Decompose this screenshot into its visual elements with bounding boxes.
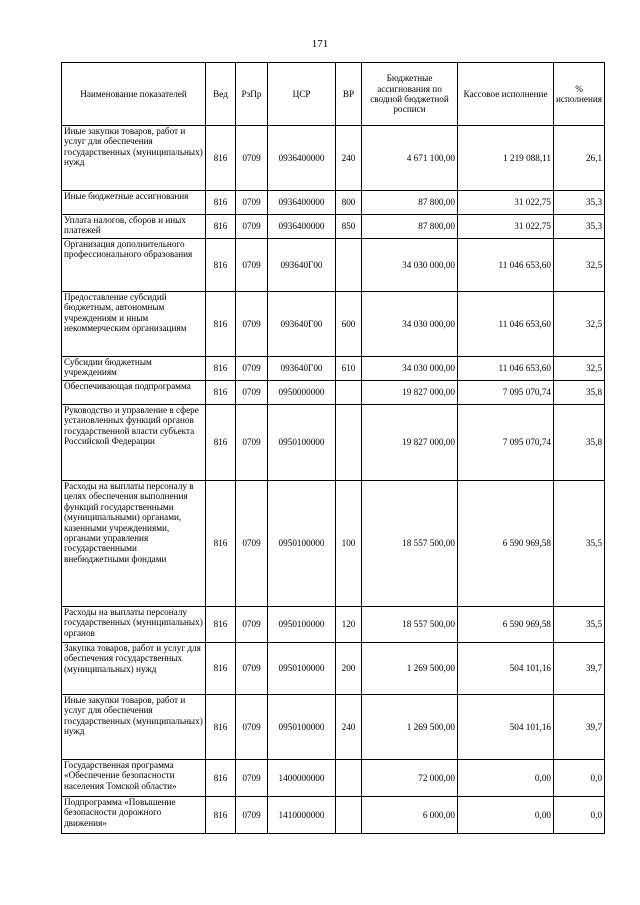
row-percent: 32,5 — [554, 292, 605, 357]
row-rzpr: 0709 — [236, 797, 268, 834]
row-ved: 816 — [206, 381, 236, 405]
row-rzpr: 0709 — [236, 215, 268, 239]
table-row — [62, 381, 605, 405]
row-rzpr: 0709 — [236, 643, 268, 695]
row-csr: 093640Г00 — [268, 239, 336, 292]
row-csr: 0936400000 — [268, 215, 336, 239]
row-vr: 100 — [336, 481, 362, 607]
table-row — [62, 797, 605, 834]
row-cash: 7 095 070,74 — [458, 405, 554, 481]
row-budget: 18 557 500,00 — [362, 481, 458, 607]
row-name: Иные бюджетные ассигнования — [62, 191, 206, 215]
row-ved: 816 — [206, 643, 236, 695]
row-ved: 816 — [206, 292, 236, 357]
row-ved: 816 — [206, 607, 236, 643]
row-percent: 39,7 — [554, 695, 605, 760]
row-name: Подпрограмма «Повышение безопасности дорожного движения» — [62, 797, 206, 834]
row-rzpr: 0709 — [236, 405, 268, 481]
row-name: Организация дополнительного профессионального образования — [62, 239, 206, 292]
row-vr: 610 — [336, 357, 362, 381]
row-csr: 0936400000 — [268, 126, 336, 191]
row-budget: 6 000,00 — [362, 797, 458, 834]
row-rzpr: 0709 — [236, 607, 268, 643]
row-csr: 1400000000 — [268, 760, 336, 797]
row-csr: 0950100000 — [268, 643, 336, 695]
row-name: Предоставление субсидий бюджетным, автономным учреждениям и иным некоммерческим организациям — [62, 292, 206, 357]
table-row — [62, 215, 605, 239]
row-cash: 7 095 070,74 — [458, 381, 554, 405]
row-percent: 0,0 — [554, 760, 605, 797]
row-ved: 816 — [206, 215, 236, 239]
row-csr: 0950100000 — [268, 405, 336, 481]
row-budget: 34 030 000,00 — [362, 357, 458, 381]
row-percent: 32,5 — [554, 357, 605, 381]
row-vr: 800 — [336, 191, 362, 215]
row-percent: 35,3 — [554, 191, 605, 215]
row-name: Субсидии бюджетным учреждениям — [62, 357, 206, 381]
header-rzpr: РзПр — [236, 63, 268, 126]
row-rzpr: 0709 — [236, 126, 268, 191]
table-row — [62, 481, 605, 607]
row-ved: 816 — [206, 191, 236, 215]
row-cash: 504 101,16 — [458, 643, 554, 695]
row-vr — [336, 405, 362, 481]
row-name: Иные закупки товаров, работ и услуг для обеспечения государственных (муниципальных) нужд — [62, 126, 206, 191]
header-csr: ЦСР — [268, 63, 336, 126]
budget-execution-table — [61, 62, 605, 834]
row-ved: 816 — [206, 797, 236, 834]
row-ved: 816 — [206, 126, 236, 191]
row-rzpr: 0709 — [236, 239, 268, 292]
row-budget: 1 269 500,00 — [362, 643, 458, 695]
row-budget: 72 000,00 — [362, 760, 458, 797]
row-percent: 35,5 — [554, 481, 605, 607]
row-vr — [336, 797, 362, 834]
table-row — [62, 191, 605, 215]
row-percent: 32,5 — [554, 239, 605, 292]
row-vr: 240 — [336, 126, 362, 191]
row-vr: 240 — [336, 695, 362, 760]
row-csr: 0950000000 — [268, 381, 336, 405]
row-cash: 6 590 969,58 — [458, 481, 554, 607]
row-name: Руководство и управление в сфере установленных функций органов государственной власти субъекта Российской Федерации — [62, 405, 206, 481]
row-cash: 31 022,75 — [458, 215, 554, 239]
row-percent: 39,7 — [554, 643, 605, 695]
row-percent: 35,8 — [554, 381, 605, 405]
header-budget: Бюджетные ассигнования по сводной бюджетной росписи — [362, 63, 458, 126]
row-cash: 0,00 — [458, 797, 554, 834]
row-percent: 35,5 — [554, 607, 605, 643]
row-cash: 31 022,75 — [458, 191, 554, 215]
row-budget: 4 671 100,00 — [362, 126, 458, 191]
row-ved: 816 — [206, 239, 236, 292]
page-number: 171 — [311, 38, 329, 50]
row-percent: 35,3 — [554, 215, 605, 239]
row-rzpr: 0709 — [236, 191, 268, 215]
row-csr: 1410000000 — [268, 797, 336, 834]
row-name: Уплата налогов, сборов и иных платежей — [62, 215, 206, 239]
row-vr — [336, 381, 362, 405]
table-row — [62, 643, 605, 695]
row-percent: 35,8 — [554, 405, 605, 481]
row-name: Государственная программа «Обеспечение безопасности населения Томской области» — [62, 760, 206, 797]
row-ved: 816 — [206, 405, 236, 481]
row-cash: 6 590 969,58 — [458, 607, 554, 643]
row-rzpr: 0709 — [236, 292, 268, 357]
row-name: Расходы на выплаты персоналу государственных (муниципальных) органов — [62, 607, 206, 643]
row-budget: 34 030 000,00 — [362, 292, 458, 357]
row-rzpr: 0709 — [236, 695, 268, 760]
header-name: Наименование показателей — [62, 63, 206, 126]
table-row — [62, 695, 605, 760]
row-rzpr: 0709 — [236, 381, 268, 405]
row-budget: 19 827 000,00 — [362, 405, 458, 481]
row-rzpr: 0709 — [236, 357, 268, 381]
row-vr: 120 — [336, 607, 362, 643]
row-budget: 87 800,00 — [362, 191, 458, 215]
table-row — [62, 405, 605, 481]
row-cash: 1 219 088,11 — [458, 126, 554, 191]
row-percent: 0,0 — [554, 797, 605, 834]
row-csr: 0936400000 — [268, 191, 336, 215]
row-budget: 34 030 000,00 — [362, 239, 458, 292]
row-vr — [336, 760, 362, 797]
row-percent: 26,1 — [554, 126, 605, 191]
header-vr: ВР — [336, 63, 362, 126]
row-cash: 504 101,16 — [458, 695, 554, 760]
header-cash: Кассовое исполнение — [458, 63, 554, 126]
table-row — [62, 760, 605, 797]
header-ved: Вед — [206, 63, 236, 126]
table-row — [62, 126, 605, 191]
table-row — [62, 292, 605, 357]
table-row — [62, 357, 605, 381]
row-vr — [336, 239, 362, 292]
table-row — [62, 239, 605, 292]
row-ved: 816 — [206, 357, 236, 381]
row-cash: 11 046 653,60 — [458, 357, 554, 381]
row-vr: 850 — [336, 215, 362, 239]
header-percent: % исполнения — [554, 63, 605, 126]
row-csr: 0950100000 — [268, 481, 336, 607]
row-rzpr: 0709 — [236, 760, 268, 797]
row-ved: 816 — [206, 695, 236, 760]
table-header-row — [62, 63, 605, 126]
row-csr: 093640Г00 — [268, 357, 336, 381]
row-budget: 18 557 500,00 — [362, 607, 458, 643]
row-name: Иные закупки товаров, работ и услуг для обеспечения государственных (муниципальных) нужд — [62, 695, 206, 760]
row-budget: 87 800,00 — [362, 215, 458, 239]
row-name: Расходы на выплаты персоналу в целях обеспечения выполнения функций государственными (муниципальными) органами, казенными учреждениями, органами управления государственными внебюджетными фондами — [62, 481, 206, 607]
row-csr: 093640Г00 — [268, 292, 336, 357]
row-vr: 200 — [336, 643, 362, 695]
row-name: Закупка товаров, работ и услуг для обеспечения государственных (муниципальных) нужд — [62, 643, 206, 695]
row-budget: 19 827 000,00 — [362, 381, 458, 405]
row-csr: 0950100000 — [268, 695, 336, 760]
row-rzpr: 0709 — [236, 481, 268, 607]
row-vr: 600 — [336, 292, 362, 357]
table-row — [62, 607, 605, 643]
row-budget: 1 269 500,00 — [362, 695, 458, 760]
row-ved: 816 — [206, 760, 236, 797]
row-cash: 11 046 653,60 — [458, 292, 554, 357]
row-cash: 0,00 — [458, 760, 554, 797]
row-cash: 11 046 653,60 — [458, 239, 554, 292]
row-ved: 816 — [206, 481, 236, 607]
row-name: Обеспечивающая подпрограмма — [62, 381, 206, 405]
row-csr: 0950100000 — [268, 607, 336, 643]
